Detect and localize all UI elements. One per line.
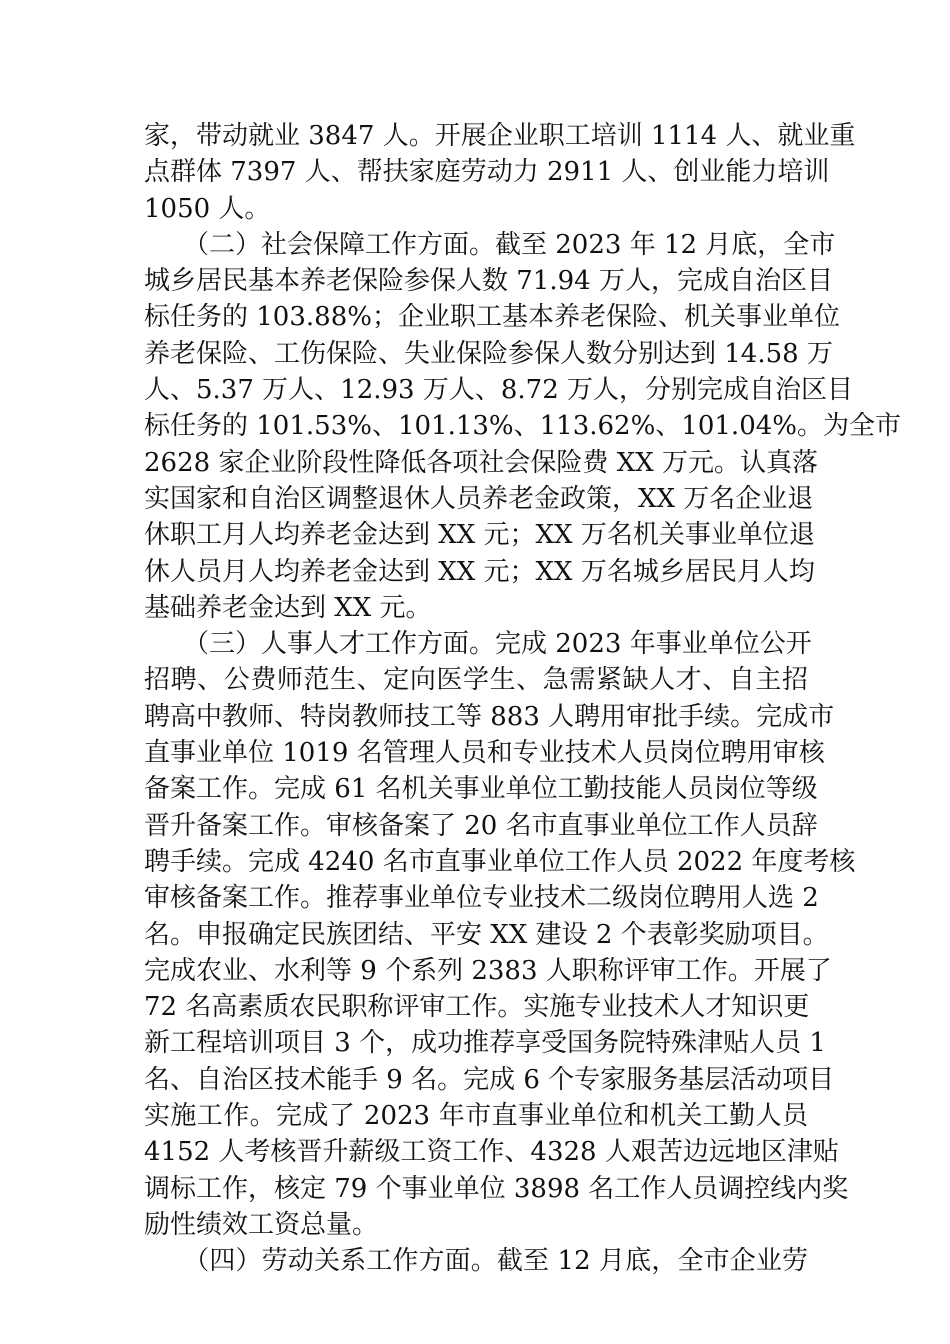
text-line: 审核备案工作。推荐事业单位专业技术二级岗位聘用人选 2 <box>144 883 819 914</box>
text-line: 聘高中教师、特岗教师技工等 883 人聘用审批手续。完成市 <box>144 701 835 732</box>
text-line: 休职工月人均养老金达到 XX 元；XX 万名机关事业单位退 <box>144 520 815 551</box>
text-line: 1050 人。 <box>144 193 271 224</box>
text-line: （四）劳动关系工作方面。截至 12 月底，全市企业劳 <box>144 1246 808 1277</box>
text-line: 完成农业、水利等 9 个系列 2383 人职称评审工作。开展了 <box>144 955 832 986</box>
text-line: 名。申报确定民族团结、平安 XX 建设 2 个表彰奖励项目。 <box>144 919 829 950</box>
text-line: 励性绩效工资总量。 <box>144 1209 379 1240</box>
text-line: 点群体 7397 人、帮扶家庭劳动力 2911 人、创业能力培训 <box>144 157 830 188</box>
text-line: 基础养老金达到 XX 元。 <box>144 592 432 623</box>
text-line: 72 名高素质农民职称评审工作。实施专业技术人才知识更 <box>144 992 810 1023</box>
text-line: 名、自治区技术能手 9 名。完成 6 个专家服务基层活动项目 <box>144 1064 835 1095</box>
text-line: 招聘、公费师范生、定向医学生、急需紧缺人才、自主招 <box>144 665 808 696</box>
text-line: 标任务的 101.53%、101.13%、113.62%、101.04%。为全市 <box>144 411 901 442</box>
text-line: 聘手续。完成 4240 名市直事业单位工作人员 2022 年度考核 <box>144 846 856 877</box>
text-line: 实国家和自治区调整退休人员养老金政策，XX 万名企业退 <box>144 483 814 514</box>
text-line: 标任务的 103.88%；企业职工基本养老保险、机关事业单位 <box>144 302 840 333</box>
text-line: 2628 家企业阶段性降低各项社会保险费 XX 万元。认真落 <box>144 447 818 478</box>
text-line: 晋升备案工作。审核备案了 20 名市直事业单位工作人员辞 <box>144 810 818 841</box>
text-line: 备案工作。完成 61 名机关事业单位工勤技能人员岗位等级 <box>144 774 818 805</box>
text-line: 休人员月人均养老金达到 XX 元；XX 万名城乡居民月人均 <box>144 556 815 587</box>
text-line: 调标工作，核定 79 个事业单位 3898 名工作人员调控线内奖 <box>144 1173 849 1204</box>
text-line: 实施工作。完成了 2023 年市直事业单位和机关工勤人员 <box>144 1101 808 1132</box>
text-line: 养老保险、工伤保险、失业保险参保人数分别达到 14.58 万 <box>144 338 833 369</box>
text-line: （二）社会保障工作方面。截至 2023 年 12 月底，全市 <box>144 229 836 260</box>
text-line: 直事业单位 1019 名管理人员和专业技术人员岗位聘用审核 <box>144 738 825 769</box>
text-line: 人、5.37 万人、12.93 万人、8.72 万人，分别完成自治区目 <box>144 375 854 406</box>
text-line: 4152 人考核晋升薪级工资工作、4328 人艰苦边远地区津贴 <box>144 1137 839 1168</box>
text-line: 家，带动就业 3847 人。开展企业职工培训 1114 人、就业重 <box>144 121 856 151</box>
text-line: （三）人事人才工作方面。完成 2023 年事业单位公开 <box>144 629 812 660</box>
text-line: 城乡居民基本养老保险参保人数 71.94 万人，完成自治区目 <box>144 266 833 297</box>
text-line: 新工程培训项目 3 个，成功推荐享受国务院特殊津贴人员 1 <box>144 1028 826 1059</box>
document-body <box>144 118 901 1280</box>
